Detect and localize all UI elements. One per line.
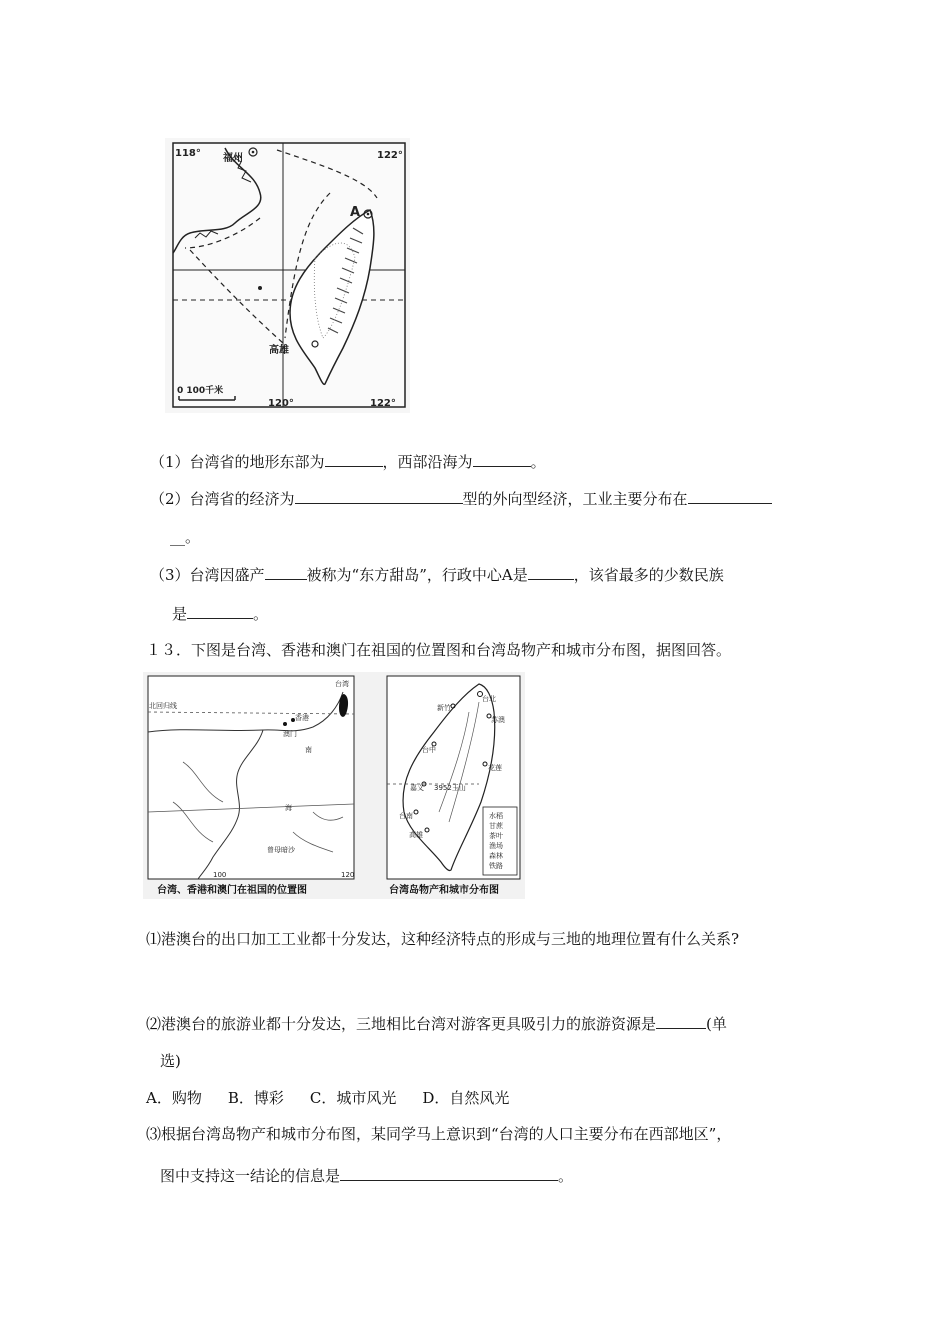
q13-sub3-suffix: 。	[558, 1167, 574, 1185]
label-taiwan: 台湾	[335, 680, 349, 688]
taiwan-products-cities-map	[379, 672, 525, 899]
option-b[interactable]: B．博彩	[227, 1089, 284, 1107]
q12-1-suffix: 。	[530, 453, 546, 471]
legend-item-4: 渔场	[489, 842, 503, 850]
blank-evidence[interactable]	[340, 1165, 558, 1181]
label-nan: 南	[305, 746, 312, 754]
q13-options	[146, 1088, 535, 1108]
blank-minority[interactable]	[187, 603, 253, 619]
q12-2b-suffix: __。	[170, 528, 201, 546]
label-xinzhu: 新竹	[437, 704, 451, 712]
caption-right: 台湾岛物产和城市分布图	[389, 885, 499, 896]
label-macau: 澳门	[283, 730, 297, 738]
city-fuzhou-label: 福州	[223, 153, 243, 164]
q12-3-mid1: 被称为“东方甜岛”，行政中心A是	[306, 566, 528, 584]
label-gaoxiong2: 高雄	[409, 831, 423, 839]
tick-120: 120	[341, 871, 355, 879]
legend-item-2: 甘蔗	[489, 822, 503, 830]
hk-macau-taiwan-location-map	[143, 672, 379, 899]
legend-item-5: 森林	[489, 852, 503, 860]
blank-east-terrain[interactable]	[325, 451, 383, 467]
legend-item-6: 铁路	[489, 862, 503, 870]
q13-title: １３．下图是台湾、香港和澳门在祖国的位置图和台湾岛物产和城市分布图，据图回答。	[146, 641, 732, 659]
blank-economy-type[interactable]	[295, 488, 463, 504]
q12-1-prefix: （1）台湾省的地形东部为	[150, 453, 325, 471]
label-yushan: 3952玉山	[434, 784, 466, 792]
q12-line2b	[170, 527, 200, 547]
q13-sub2-prefix: ⑵港澳台的旅游业都十分发达，三地相比台湾对游客更具吸引力的旅游资源是	[146, 1015, 657, 1033]
label-tropic: 北回归线	[149, 702, 177, 710]
q12-3-mid2: ，该省最多的少数民族	[573, 566, 724, 584]
q12-2-prefix: （2）台湾省的经济为	[150, 490, 295, 508]
legend-item-1: 水稻	[489, 812, 503, 820]
point-a-label: A	[350, 205, 361, 220]
label-suao: 苏澳	[491, 716, 505, 724]
q12-1-mid: ，西部沿海为	[382, 453, 473, 471]
lon-120-label: 120°	[268, 398, 294, 409]
caption-left: 台湾、香港和澳门在祖国的位置图	[157, 885, 307, 896]
q13-sub2-line1	[146, 1013, 727, 1034]
q12-3-prefix: （3）台湾因盛产	[150, 566, 265, 584]
tick-100: 100	[213, 871, 227, 879]
taiwan-strait-map	[165, 138, 410, 413]
q13-sub1: ⑴港澳台的出口加工工业都十分发达，这种经济特点的形成与三地的地理位置有什么关系?	[146, 930, 740, 948]
q12-3b-suffix: 。	[253, 605, 269, 623]
q12-3b-prefix: 是	[172, 605, 188, 623]
label-tainan: 台南	[399, 812, 413, 820]
q12-line3	[150, 564, 724, 585]
q13-sub3-prefix: 图中支持这一结论的信息是	[160, 1167, 341, 1185]
legend-item-3: 茶叶	[489, 832, 503, 840]
label-hualian: 花莲	[488, 764, 502, 772]
lon-118-label: 118°	[175, 148, 201, 159]
option-d[interactable]: D．自然风光	[422, 1089, 510, 1107]
q13-sub2-line2: 选)	[160, 1052, 181, 1070]
blank-west-terrain[interactable]	[473, 451, 531, 467]
q12-line1	[150, 451, 546, 472]
option-a[interactable]: A．购物	[146, 1089, 202, 1107]
label-hai: 海	[285, 804, 292, 812]
q13-sub2-suffix: (单	[706, 1015, 727, 1033]
q12-line2	[150, 488, 772, 509]
label-zengmu: 曾母暗沙	[267, 846, 295, 854]
scale-label: 0 100千米	[177, 386, 224, 396]
q12-2-mid: 型的外向型经济，工业主要分布在	[462, 490, 688, 508]
q12-line3b	[172, 603, 268, 624]
lon-122-bottom-label: 122°	[370, 398, 396, 409]
q13-sub3-line1: ⑶根据台湾岛物产和城市分布图，某同学马上意识到“台湾的人口主要分布在西部地区”，	[146, 1125, 732, 1143]
blank-industry-location[interactable]	[688, 488, 772, 504]
blank-city-a[interactable]	[528, 564, 574, 580]
label-taizhong: 台中	[422, 746, 436, 754]
city-gaoxiong-label: 高雄	[269, 345, 289, 356]
label-hongkong: 香港	[295, 714, 309, 722]
blank-product[interactable]	[265, 564, 307, 580]
option-c[interactable]: C．城市风光	[309, 1089, 397, 1107]
lon-122-top-label: 122°	[377, 150, 403, 161]
q13-sub3-line2	[160, 1165, 573, 1186]
label-jiayi: 嘉义	[410, 784, 424, 792]
blank-tourism[interactable]	[656, 1013, 706, 1029]
label-taibei: 台北	[482, 695, 496, 703]
